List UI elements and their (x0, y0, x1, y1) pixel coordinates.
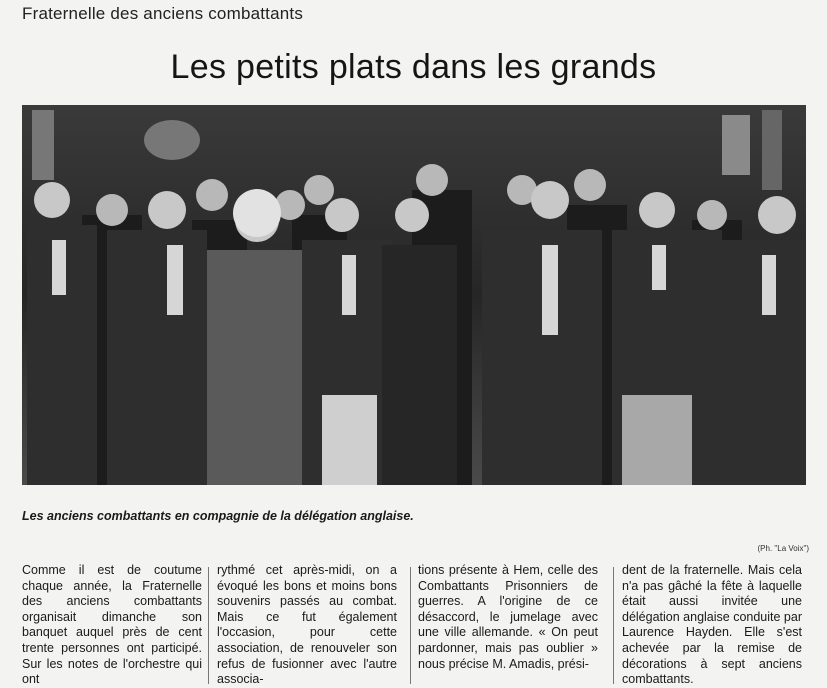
group-photo (22, 105, 806, 485)
article-column-3 (418, 563, 598, 672)
column-text: tions présente à Hem, celle des Combattants Prisonniers de guerres. A l'origine de ce désaccord, le jumelage avec une ville allemande. « On peut pardonner, mais pas oublier » nous précise M. Amadis, prési- (418, 563, 598, 671)
article-column-2 (217, 563, 397, 688)
photo-credit: (Ph. "La Voix") (757, 544, 809, 553)
article-column-1 (22, 563, 202, 688)
column-rule (613, 567, 614, 684)
column-rule (410, 567, 411, 684)
article-column-4 (622, 563, 802, 688)
column-text: rythmé cet après-midi, on a évoqué les bons et moins bons souvenirs passés au combat. Mais ce fut également l'occasion, pour cette association, de renouveler son refus de fusionner avec l'autre associa- (217, 563, 397, 687)
column-rule (208, 567, 209, 684)
section-rubric: Fraternelle des anciens combattants (22, 4, 304, 23)
photo-caption: Les anciens combattants en compagnie de la délégation anglaise. (22, 509, 414, 523)
column-text: Comme il est de coutume chaque année, la Fraternelle des anciens combattants organisait dimanche son banquet auquel près de cent trente personnes ont participé. Sur les notes de l'orchestre qui ont (22, 563, 202, 687)
article-headline: Les petits plats dans les grands (170, 48, 657, 86)
column-text: dent de la fraternelle. Mais cela n'a pas gâché la fête à laquelle était aussi invitée une délégation anglaise conduite par Laurence Hayden. Elle s'est achevée par la remise de décorations à sept anciens combattants. (622, 563, 802, 687)
